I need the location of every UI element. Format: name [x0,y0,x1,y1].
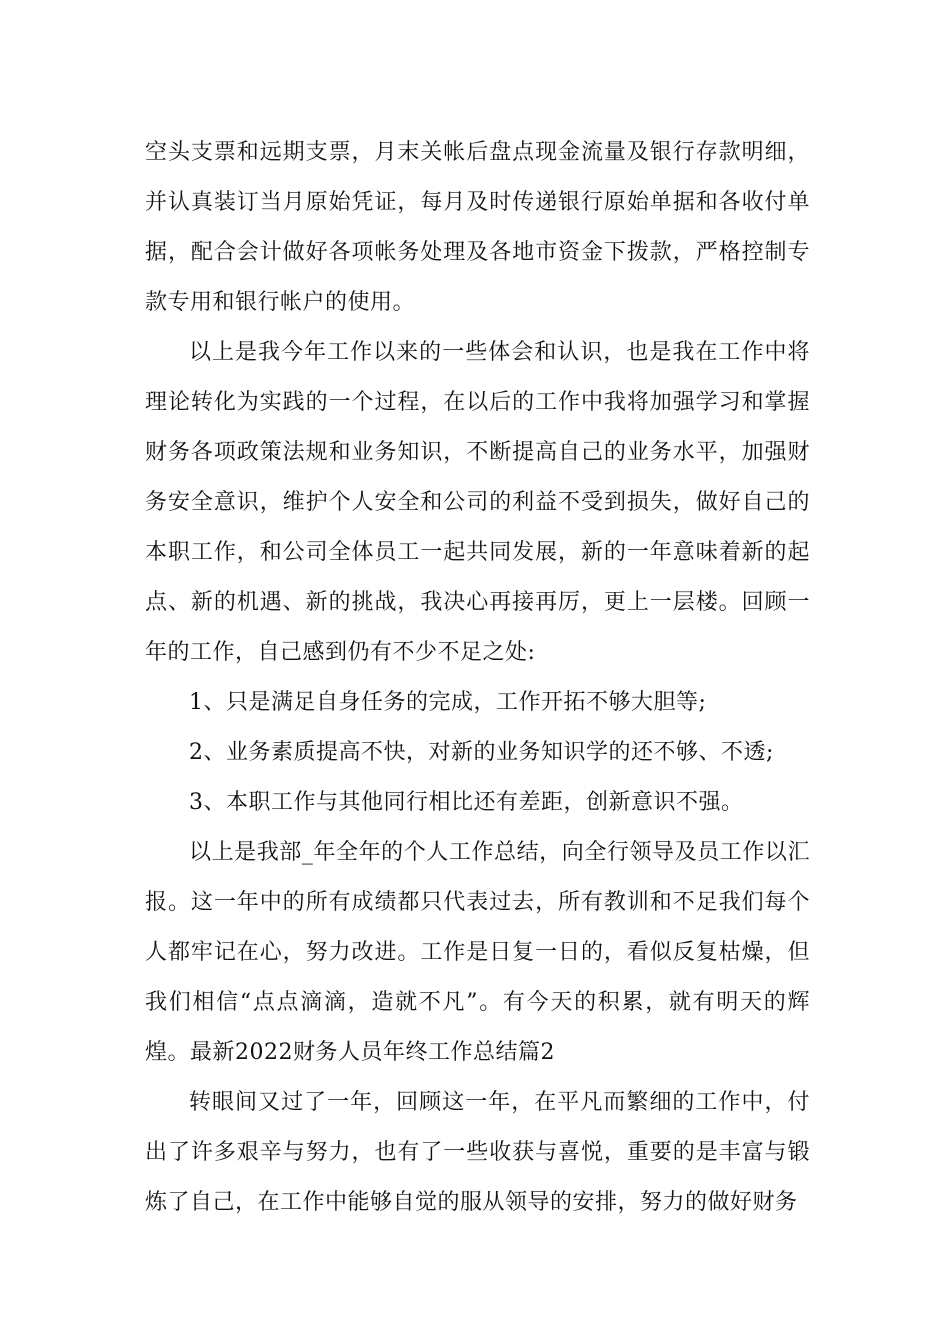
document-body [145,128,810,1228]
paragraph-part-2-intro: 转眼间又过了一年，回顾这一年，在平凡而繁细的工作中，付出了许多艰辛与努力，也有了一些收获与喜悦，重要的是丰富与锻炼了自己，在工作中能够自觉的服从领导的安排，努力的做好财务 [145,1090,810,1215]
list-item-1: 1、只是满足自身任务的完成，工作开拓不够大胆等; [189,690,707,715]
paragraph-continuation: 空头支票和远期支票，月末关帐后盘点现金流量及银行存款明细，并认真装订当月原始凭证，每月及时传递银行原始单据和各收付单据，配合会计做好各项帐务处理及各地市资金下拨款，严格控制专款专用和银行帐户的使用。 [145,140,810,315]
list-item-2: 2、业务素质提高不快，对新的业务知识学的还不够、不透; [189,740,774,765]
paragraph-conclusion: 以上是我部_年全年的个人工作总结，向全行领导及员工作以汇报。这一年中的所有成绩都只代表过去，所有教训和不足我们每个人都牢记在心，努力改进。工作是日复一日的，看似反复枯燥，但我们相信“点点滴滴，造就不凡”。有今天的积累，就有明天的辉煌。最新2022财务人员年终工作总结篇2 [145,840,810,1065]
list-item-3: 3、本职工作与其他同行相比还有差距，创新意识不强。 [189,790,744,815]
paragraph-summary: 以上是我今年工作以来的一些体会和认识，也是我在工作中将理论转化为实践的一个过程，在以后的工作中我将加强学习和掌握财务各项政策法规和业务知识，不断提高自己的业务水平，加强财务安全意识，维护个人安全和公司的利益不受到损失，做好自己的本职工作，和公司全体员工一起共同发展，新的一年意味着新的起点、新的机遇、新的挑战，我决心再接再厉，更上一层楼。回顾一年的工作，自己感到仍有不少不足之处: [145,340,810,665]
